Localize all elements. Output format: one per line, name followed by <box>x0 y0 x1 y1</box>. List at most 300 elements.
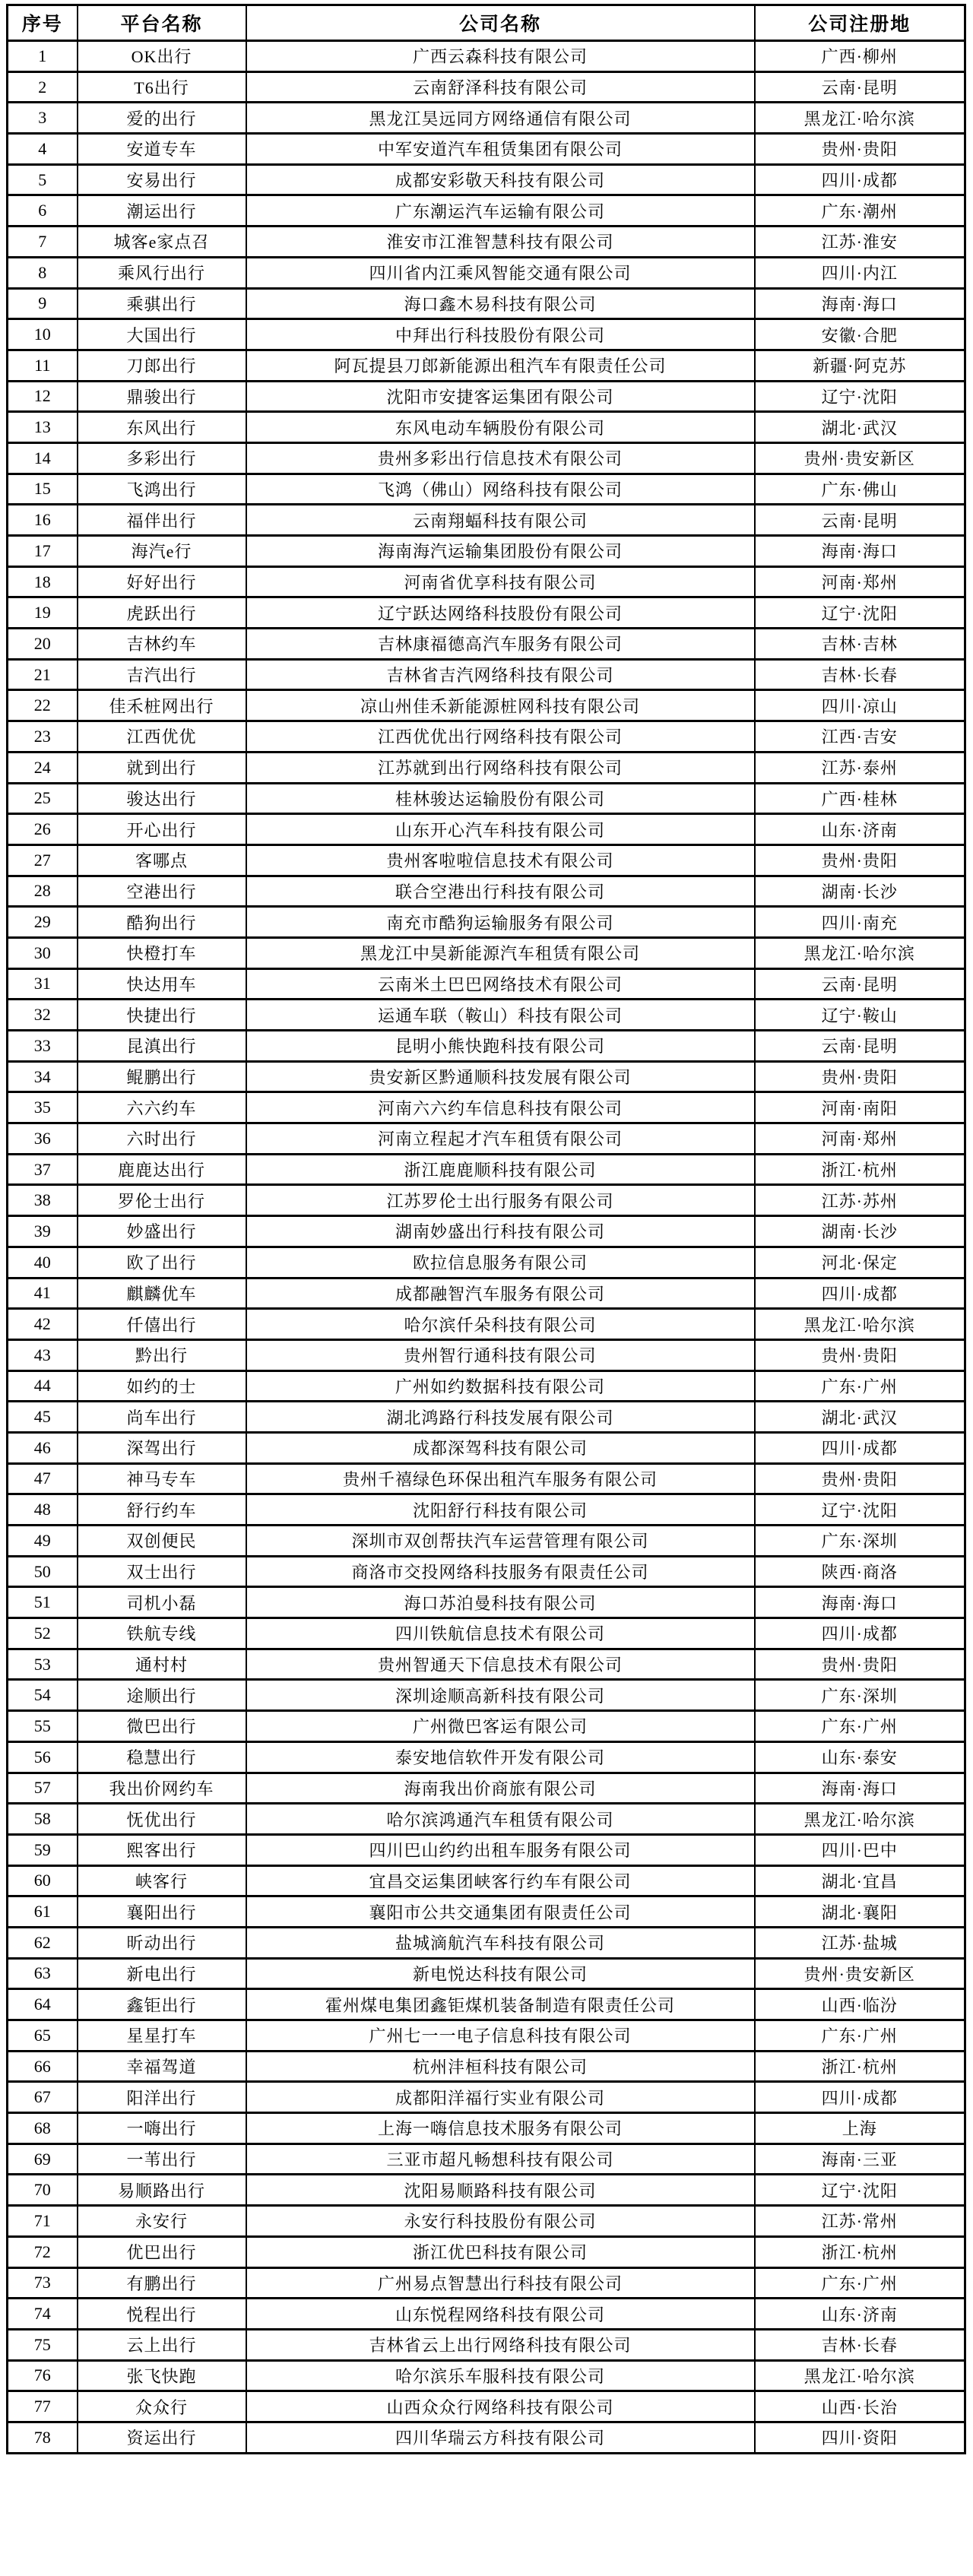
table-row <box>8 2020 965 2052</box>
table-row <box>8 41 965 72</box>
cell-region: 广西·柳州 <box>755 41 965 72</box>
cell-company-name: 襄阳市公共交通集团有限责任公司 <box>246 1896 755 1928</box>
cell-region: 浙江·杭州 <box>755 2051 965 2082</box>
cell-region: 贵州·贵阳 <box>755 134 965 165</box>
cell-platform-name: 舒行约车 <box>78 1494 246 1526</box>
cell-company-name: 黑龙江中昊新能源汽车租赁有限公司 <box>246 937 755 968</box>
cell-region: 海南·海口 <box>755 536 965 567</box>
cell-company-name: 欧拉信息服务有限公司 <box>246 1247 755 1278</box>
cell-region: 上海 <box>755 2113 965 2144</box>
table-row <box>8 2329 965 2360</box>
cell-index: 52 <box>8 1618 78 1649</box>
table-row <box>8 1216 965 1247</box>
cell-company-name: 沈阳市安捷客运集团有限公司 <box>246 381 755 412</box>
cell-index: 33 <box>8 1031 78 1062</box>
cell-index: 42 <box>8 1309 78 1340</box>
cell-index: 49 <box>8 1526 78 1557</box>
cell-platform-name: 城客e家点召 <box>78 227 246 258</box>
table-row <box>8 288 965 319</box>
cell-company-name: 沈阳舒行科技有限公司 <box>246 1494 755 1526</box>
cell-region: 辽宁·鞍山 <box>755 1000 965 1031</box>
cell-platform-name: 众众行 <box>78 2391 246 2422</box>
cell-company-name: 海南我出价商旅有限公司 <box>246 1773 755 1804</box>
cell-company-name: 贵州智通天下信息技术有限公司 <box>246 1649 755 1680</box>
cell-platform-name: 鑫钜出行 <box>78 1989 246 2020</box>
cell-platform-name: 途顺出行 <box>78 1680 246 1711</box>
cell-platform-name: 虎跃出行 <box>78 597 246 629</box>
table-row <box>8 2360 965 2391</box>
table-row <box>8 412 965 443</box>
cell-region: 河南·郑州 <box>755 566 965 597</box>
table-row <box>8 1834 965 1865</box>
cell-company-name: 沈阳易顺路科技有限公司 <box>246 2175 755 2206</box>
cell-index: 78 <box>8 2422 78 2453</box>
table-row <box>8 257 965 288</box>
table-row <box>8 1526 965 1557</box>
cell-index: 65 <box>8 2020 78 2052</box>
cell-platform-name: 稳慧出行 <box>78 1741 246 1773</box>
cell-region: 新疆·阿克苏 <box>755 350 965 381</box>
cell-index: 2 <box>8 71 78 103</box>
cell-platform-name: 熙客出行 <box>78 1834 246 1865</box>
cell-platform-name: 开心出行 <box>78 814 246 845</box>
cell-company-name: 桂林骏达运输股份有限公司 <box>246 783 755 814</box>
cell-platform-name: 鲲鹏出行 <box>78 1061 246 1092</box>
cell-company-name: 云南米土巴巴网络技术有限公司 <box>246 968 755 1000</box>
cell-index: 31 <box>8 968 78 1000</box>
table-row <box>8 844 965 876</box>
cell-company-name: 成都阳洋福行实业有限公司 <box>246 2082 755 2113</box>
cell-region: 辽宁·沈阳 <box>755 597 965 629</box>
cell-region: 广东·深圳 <box>755 1680 965 1711</box>
cell-platform-name: 佳禾桩网出行 <box>78 690 246 721</box>
cell-region: 贵州·贵安新区 <box>755 442 965 474</box>
cell-index: 19 <box>8 597 78 629</box>
cell-region: 湖南·长沙 <box>755 1216 965 1247</box>
cell-platform-name: 鼎骏出行 <box>78 381 246 412</box>
table-row <box>8 629 965 660</box>
cell-platform-name: 乘风行出行 <box>78 257 246 288</box>
cell-index: 23 <box>8 721 78 753</box>
cell-company-name: 中拜出行科技股份有限公司 <box>246 319 755 350</box>
table-row <box>8 505 965 536</box>
cell-company-name: 贵州客啦啦信息技术有限公司 <box>246 844 755 876</box>
cell-company-name: 南充市酷狗运输服务有限公司 <box>246 907 755 938</box>
table-row <box>8 937 965 968</box>
cell-index: 12 <box>8 381 78 412</box>
cell-platform-name: 妙盛出行 <box>78 1216 246 1247</box>
cell-index: 70 <box>8 2175 78 2206</box>
cell-index: 35 <box>8 1092 78 1123</box>
cell-index: 7 <box>8 227 78 258</box>
table-body <box>8 41 965 2454</box>
cell-company-name: 浙江优巴科技有限公司 <box>246 2236 755 2267</box>
cell-company-name: 杭州沣桓科技有限公司 <box>246 2051 755 2082</box>
cell-index: 38 <box>8 1185 78 1216</box>
cell-platform-name: 微巴出行 <box>78 1711 246 1742</box>
cell-platform-name: 麒麟优车 <box>78 1278 246 1309</box>
cell-index: 41 <box>8 1278 78 1309</box>
table-row <box>8 659 965 690</box>
cell-platform-name: 快捷出行 <box>78 1000 246 1031</box>
table-row <box>8 876 965 907</box>
cell-index: 25 <box>8 783 78 814</box>
cell-index: 76 <box>8 2360 78 2391</box>
cell-region: 黑龙江·哈尔滨 <box>755 937 965 968</box>
table-row <box>8 71 965 103</box>
cell-index: 75 <box>8 2329 78 2360</box>
table-row <box>8 536 965 567</box>
cell-region: 云南·昆明 <box>755 1031 965 1062</box>
cell-index: 1 <box>8 41 78 72</box>
cell-index: 57 <box>8 1773 78 1804</box>
cell-company-name: 海口鑫木易科技有限公司 <box>246 288 755 319</box>
cell-company-name: 淮安市江淮智慧科技有限公司 <box>246 227 755 258</box>
cell-company-name: 四川铁航信息技术有限公司 <box>246 1618 755 1649</box>
cell-company-name: 霍州煤电集团鑫钜煤机装备制造有限责任公司 <box>246 1989 755 2020</box>
cell-region: 湖北·武汉 <box>755 412 965 443</box>
cell-region: 山东·济南 <box>755 814 965 845</box>
cell-index: 48 <box>8 1494 78 1526</box>
cell-region: 江苏·苏州 <box>755 1185 965 1216</box>
cell-platform-name: 罗伦士出行 <box>78 1185 246 1216</box>
cell-company-name: 山西众众行网络科技有限公司 <box>246 2391 755 2422</box>
cell-region: 辽宁·沈阳 <box>755 2175 965 2206</box>
cell-index: 69 <box>8 2143 78 2175</box>
cell-region: 吉林·长春 <box>755 659 965 690</box>
cell-index: 37 <box>8 1154 78 1185</box>
cell-company-name: 山东悦程网络科技有限公司 <box>246 2299 755 2330</box>
table-row <box>8 1927 965 1958</box>
cell-company-name: 中军安道汽车租赁集团有限公司 <box>246 134 755 165</box>
cell-platform-name: 新电出行 <box>78 1958 246 1989</box>
table-row <box>8 2206 965 2237</box>
cell-company-name: 成都安彩敬天科技有限公司 <box>246 164 755 195</box>
cell-index: 34 <box>8 1061 78 1092</box>
cell-region: 江西·吉安 <box>755 721 965 753</box>
cell-index: 9 <box>8 288 78 319</box>
cell-index: 47 <box>8 1463 78 1494</box>
cell-company-name: 湖南妙盛出行科技有限公司 <box>246 1216 755 1247</box>
cell-company-name: 广西云森科技有限公司 <box>246 41 755 72</box>
table-row <box>8 1773 965 1804</box>
cell-platform-name: 资运出行 <box>78 2422 246 2453</box>
cell-region: 江苏·淮安 <box>755 227 965 258</box>
table-row <box>8 1278 965 1309</box>
cell-company-name: 贵州多彩出行信息技术有限公司 <box>246 442 755 474</box>
cell-index: 64 <box>8 1989 78 2020</box>
table-row <box>8 1989 965 2020</box>
cell-region: 山西·长治 <box>755 2391 965 2422</box>
cell-index: 8 <box>8 257 78 288</box>
cell-index: 26 <box>8 814 78 845</box>
cell-company-name: 三亚市超凡畅想科技有限公司 <box>246 2143 755 2175</box>
cell-company-name: 哈尔滨鸿通汽车租赁有限公司 <box>246 1804 755 1835</box>
table-row <box>8 2236 965 2267</box>
cell-index: 16 <box>8 505 78 536</box>
cell-platform-name: 幸福驾道 <box>78 2051 246 2082</box>
cell-platform-name: 襄阳出行 <box>78 1896 246 1928</box>
cell-region: 陕西·商洛 <box>755 1556 965 1587</box>
cell-index: 54 <box>8 1680 78 1711</box>
cell-region: 江苏·盐城 <box>755 1927 965 1958</box>
cell-region: 吉林·吉林 <box>755 629 965 660</box>
table-row <box>8 1587 965 1618</box>
cell-company-name: 云南翔蝠科技有限公司 <box>246 505 755 536</box>
cell-index: 66 <box>8 2051 78 2082</box>
table-row <box>8 1154 965 1185</box>
table-row <box>8 1463 965 1494</box>
cell-company-name: 吉林省云上出行网络科技有限公司 <box>246 2329 755 2360</box>
cell-company-name: 凉山州佳禾新能源桩网科技有限公司 <box>246 690 755 721</box>
cell-platform-name: 黔出行 <box>78 1339 246 1370</box>
table-row <box>8 1556 965 1587</box>
cell-index: 32 <box>8 1000 78 1031</box>
cell-company-name: 河南立程起才汽车租赁有限公司 <box>246 1123 755 1155</box>
cell-platform-name: 易顺路出行 <box>78 2175 246 2206</box>
cell-company-name: 成都深驾科技有限公司 <box>246 1432 755 1463</box>
cell-region: 河北·保定 <box>755 1247 965 1278</box>
table-row <box>8 1123 965 1155</box>
cell-region: 四川·凉山 <box>755 690 965 721</box>
table-row <box>8 1865 965 1896</box>
cell-index: 55 <box>8 1711 78 1742</box>
cell-company-name: 吉林康福德高汽车服务有限公司 <box>246 629 755 660</box>
cell-platform-name: 吉汽出行 <box>78 659 246 690</box>
cell-index: 13 <box>8 412 78 443</box>
cell-region: 海南·三亚 <box>755 2143 965 2175</box>
cell-region: 广东·广州 <box>755 2267 965 2299</box>
cell-company-name: 新电悦达科技有限公司 <box>246 1958 755 1989</box>
cell-company-name: 东风电动车辆股份有限公司 <box>246 412 755 443</box>
table-row <box>8 350 965 381</box>
cell-company-name: 哈尔滨乐车服科技有限公司 <box>246 2360 755 2391</box>
cell-index: 36 <box>8 1123 78 1155</box>
cell-platform-name: 酷狗出行 <box>78 907 246 938</box>
cell-company-name: 深圳市双创帮扶汽车运营管理有限公司 <box>246 1526 755 1557</box>
table-row <box>8 2299 965 2330</box>
table-row <box>8 1649 965 1680</box>
cell-platform-name: 吉林约车 <box>78 629 246 660</box>
cell-company-name: 广州七一一电子信息科技有限公司 <box>246 2020 755 2052</box>
cell-index: 62 <box>8 1927 78 1958</box>
cell-platform-name: 昕动出行 <box>78 1927 246 1958</box>
header-cell-company: 公司名称 <box>246 5 755 41</box>
table-row <box>8 195 965 227</box>
cell-company-name: 运通车联（鞍山）科技有限公司 <box>246 1000 755 1031</box>
table-row <box>8 1339 965 1370</box>
table-row <box>8 1247 965 1278</box>
cell-platform-name: T6出行 <box>78 71 246 103</box>
cell-platform-name: 空港出行 <box>78 876 246 907</box>
cell-index: 63 <box>8 1958 78 1989</box>
table-row <box>8 752 965 783</box>
cell-index: 61 <box>8 1896 78 1928</box>
cell-company-name: 商洛市交投网络科技服务有限责任公司 <box>246 1556 755 1587</box>
cell-platform-name: 潮运出行 <box>78 195 246 227</box>
cell-platform-name: 骏达出行 <box>78 783 246 814</box>
table-row <box>8 1432 965 1463</box>
cell-platform-name: 阳洋出行 <box>78 2082 246 2113</box>
table-row <box>8 1185 965 1216</box>
table-row <box>8 907 965 938</box>
table-row <box>8 2082 965 2113</box>
cell-region: 江苏·泰州 <box>755 752 965 783</box>
cell-platform-name: 六六约车 <box>78 1092 246 1123</box>
cell-platform-name: 峡客行 <box>78 1865 246 1896</box>
cell-region: 黑龙江·哈尔滨 <box>755 1309 965 1340</box>
table-row <box>8 381 965 412</box>
cell-platform-name: 怃优出行 <box>78 1804 246 1835</box>
table-row <box>8 227 965 258</box>
cell-index: 10 <box>8 319 78 350</box>
cell-platform-name: 多彩出行 <box>78 442 246 474</box>
cell-index: 21 <box>8 659 78 690</box>
cell-platform-name: 安易出行 <box>78 164 246 195</box>
cell-platform-name: 一嗨出行 <box>78 2113 246 2144</box>
cell-company-name: 湖北鸿路行科技发展有限公司 <box>246 1402 755 1433</box>
cell-region: 辽宁·沈阳 <box>755 1494 965 1526</box>
table-row <box>8 164 965 195</box>
cell-company-name: 江西优优出行网络科技有限公司 <box>246 721 755 753</box>
table-row <box>8 566 965 597</box>
cell-company-name: 成都融智汽车服务有限公司 <box>246 1278 755 1309</box>
cell-platform-name: 大国出行 <box>78 319 246 350</box>
cell-region: 云南·昆明 <box>755 71 965 103</box>
table-row <box>8 1031 965 1062</box>
cell-region: 四川·成都 <box>755 164 965 195</box>
cell-platform-name: 就到出行 <box>78 752 246 783</box>
cell-company-name: 河南六六约车信息科技有限公司 <box>246 1092 755 1123</box>
cell-platform-name: 安道专车 <box>78 134 246 165</box>
cell-platform-name: 好好出行 <box>78 566 246 597</box>
cell-region: 山东·泰安 <box>755 1741 965 1773</box>
cell-region: 黑龙江·哈尔滨 <box>755 1804 965 1835</box>
cell-region: 辽宁·沈阳 <box>755 381 965 412</box>
table-row <box>8 2113 965 2144</box>
table-row <box>8 597 965 629</box>
cell-region: 黑龙江·哈尔滨 <box>755 103 965 134</box>
header-row <box>8 5 965 41</box>
cell-region: 山西·临汾 <box>755 1989 965 2020</box>
cell-company-name: 河南省优享科技有限公司 <box>246 566 755 597</box>
cell-company-name: 四川华瑞云方科技有限公司 <box>246 2422 755 2453</box>
cell-platform-name: 神马专车 <box>78 1463 246 1494</box>
cell-platform-name: 六时出行 <box>78 1123 246 1155</box>
cell-region: 贵州·贵阳 <box>755 1339 965 1370</box>
cell-region: 湖北·襄阳 <box>755 1896 965 1928</box>
cell-index: 71 <box>8 2206 78 2237</box>
cell-index: 4 <box>8 134 78 165</box>
cell-platform-name: 飞鸿出行 <box>78 474 246 505</box>
cell-company-name: 江苏就到出行网络科技有限公司 <box>246 752 755 783</box>
cell-index: 72 <box>8 2236 78 2267</box>
cell-index: 51 <box>8 1587 78 1618</box>
cell-company-name: 昆明小熊快跑科技有限公司 <box>246 1031 755 1062</box>
cell-index: 77 <box>8 2391 78 2422</box>
cell-platform-name: 江西优优 <box>78 721 246 753</box>
cell-company-name: 哈尔滨仟朵科技有限公司 <box>246 1309 755 1340</box>
cell-platform-name: 海汽e行 <box>78 536 246 567</box>
cell-index: 45 <box>8 1402 78 1433</box>
cell-index: 24 <box>8 752 78 783</box>
cell-region: 湖南·长沙 <box>755 876 965 907</box>
cell-platform-name: 福伴出行 <box>78 505 246 536</box>
cell-region: 河南·南阳 <box>755 1092 965 1123</box>
cell-index: 59 <box>8 1834 78 1865</box>
cell-platform-name: 快橙打车 <box>78 937 246 968</box>
cell-index: 73 <box>8 2267 78 2299</box>
cell-region: 浙江·杭州 <box>755 1154 965 1185</box>
cell-company-name: 贵州千禧绿色环保出租汽车服务有限公司 <box>246 1463 755 1494</box>
cell-region: 海南·海口 <box>755 1587 965 1618</box>
table-row <box>8 1618 965 1649</box>
cell-platform-name: 欧了出行 <box>78 1247 246 1278</box>
cell-region: 广西·桂林 <box>755 783 965 814</box>
cell-region: 四川·南充 <box>755 907 965 938</box>
cell-platform-name: 双士出行 <box>78 1556 246 1587</box>
cell-platform-name: 星星打车 <box>78 2020 246 2052</box>
table-row <box>8 690 965 721</box>
header-cell-index: 序号 <box>8 5 78 41</box>
cell-company-name: 泰安地信软件开发有限公司 <box>246 1741 755 1773</box>
cell-platform-name: 我出价网约车 <box>78 1773 246 1804</box>
cell-region: 贵州·贵安新区 <box>755 1958 965 1989</box>
cell-platform-name: 司机小磊 <box>78 1587 246 1618</box>
table-row <box>8 814 965 845</box>
cell-region: 海南·海口 <box>755 1773 965 1804</box>
cell-platform-name: 双创便民 <box>78 1526 246 1557</box>
cell-region: 山东·济南 <box>755 2299 965 2330</box>
cell-region: 云南·昆明 <box>755 968 965 1000</box>
cell-company-name: 广州如约数据科技有限公司 <box>246 1370 755 1402</box>
cell-index: 15 <box>8 474 78 505</box>
table-row <box>8 442 965 474</box>
table-row <box>8 2175 965 2206</box>
table-row <box>8 1741 965 1773</box>
cell-platform-name: 优巴出行 <box>78 2236 246 2267</box>
cell-region: 广东·广州 <box>755 1370 965 1402</box>
cell-index: 53 <box>8 1649 78 1680</box>
cell-company-name: 永安行科技股份有限公司 <box>246 2206 755 2237</box>
cell-region: 广东·广州 <box>755 2020 965 2052</box>
cell-platform-name: 爱的出行 <box>78 103 246 134</box>
table-row <box>8 968 965 1000</box>
cell-company-name: 浙江鹿鹿顺科技有限公司 <box>246 1154 755 1185</box>
cell-region: 贵州·贵阳 <box>755 1463 965 1494</box>
cell-company-name: 吉林省吉汽网络科技有限公司 <box>246 659 755 690</box>
cell-region: 湖北·宜昌 <box>755 1865 965 1896</box>
table-row <box>8 1494 965 1526</box>
cell-platform-name: OK出行 <box>78 41 246 72</box>
cell-platform-name: 尚车出行 <box>78 1402 246 1433</box>
cell-platform-name: 快达用车 <box>78 968 246 1000</box>
table-row <box>8 1804 965 1835</box>
cell-region: 广东·广州 <box>755 1711 965 1742</box>
cell-platform-name: 铁航专线 <box>78 1618 246 1649</box>
cell-region: 云南·昆明 <box>755 505 965 536</box>
table-row <box>8 134 965 165</box>
cell-region: 四川·资阳 <box>755 2422 965 2453</box>
cell-index: 74 <box>8 2299 78 2330</box>
cell-index: 14 <box>8 442 78 474</box>
table-row <box>8 1309 965 1340</box>
cell-index: 50 <box>8 1556 78 1587</box>
cell-index: 60 <box>8 1865 78 1896</box>
cell-platform-name: 永安行 <box>78 2206 246 2237</box>
cell-region: 广东·深圳 <box>755 1526 965 1557</box>
table-row <box>8 103 965 134</box>
